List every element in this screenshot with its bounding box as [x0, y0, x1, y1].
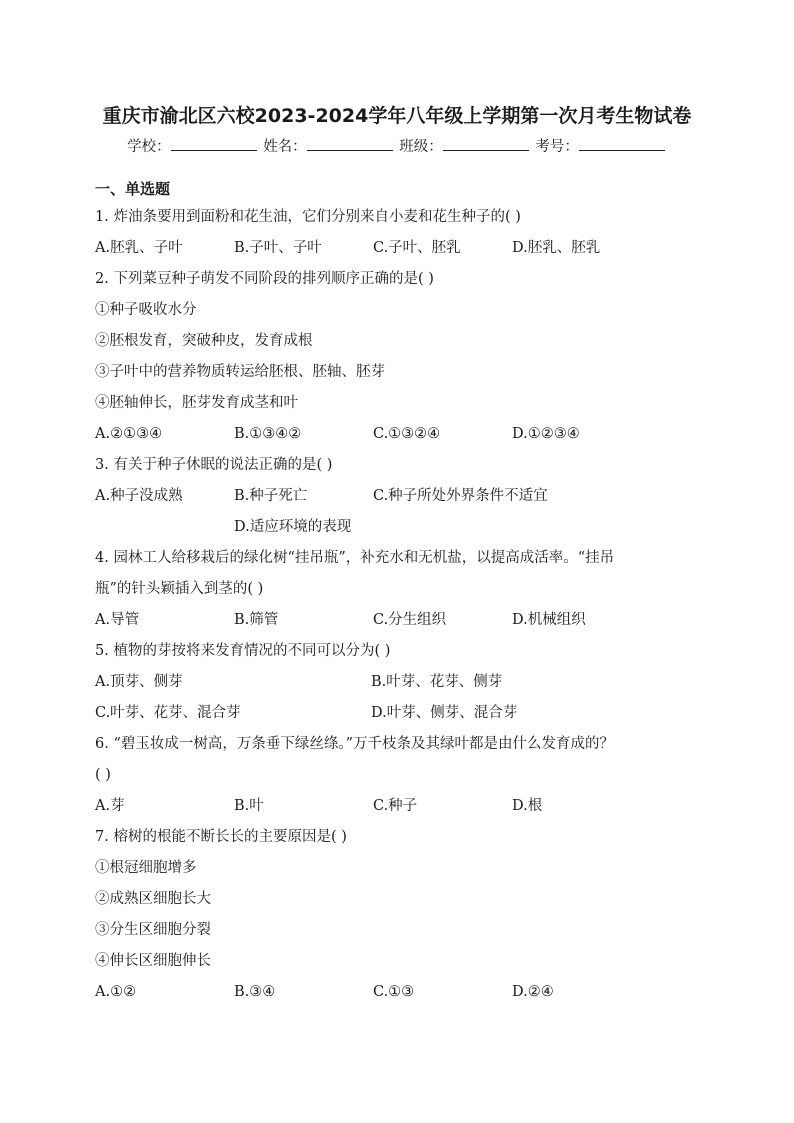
option-d[interactable]: D.②④: [512, 984, 554, 1000]
number-label: 考号：: [535, 139, 579, 155]
question-7-item-1: ①根冠细胞增多: [95, 860, 197, 876]
question-5-options-row-1: [95, 667, 705, 698]
option-d[interactable]: D.胚乳、胚乳: [512, 240, 601, 256]
question-3-options: [95, 481, 705, 512]
question-4-stem-line-1: 4. 园林工人给移栽后的绿化树“挂吊瓶”，补充水和无机盐，以提高成活率。“挂吊: [95, 550, 615, 566]
option-c[interactable]: C.种子所处外界条件不适宜: [373, 488, 548, 504]
question-5-options-row-2: [95, 698, 705, 729]
question-1-stem: 1. 炸油条要用到面粉和花生油，它们分别来自小麦和花生种子的( ): [95, 209, 521, 225]
question-6-stem-line-1: 6. “碧玉妆成一树高，万条垂下绿丝绦。”万千枝条及其绿叶都是由什么发育成的？: [95, 736, 615, 752]
question-7-stem: 7. 榕树的根能不断长长的主要原因是( ): [95, 829, 347, 845]
question-6-stem-line-2: ( ): [95, 767, 111, 783]
option-c[interactable]: C.种子: [373, 798, 418, 814]
question-3-options-row-2: [95, 512, 705, 543]
question-4-options: [95, 605, 705, 636]
option-c[interactable]: C.子叶、胚乳: [373, 240, 461, 256]
option-a[interactable]: A.种子没成熟: [95, 488, 183, 504]
school-label: 学校：: [127, 139, 171, 155]
question-2-step-1: ①种子吸收水分: [95, 302, 197, 318]
question-2-stem: 2. 下列菜豆种子萌发不同阶段的排列顺序正确的是( ): [95, 271, 434, 287]
option-d[interactable]: D.机械组织: [512, 612, 586, 628]
option-b[interactable]: B.筛管: [234, 612, 279, 628]
option-d[interactable]: D.根: [512, 798, 543, 814]
question-1-options: [95, 233, 705, 264]
number-blank[interactable]: [579, 135, 665, 151]
option-b[interactable]: B.种子死亡: [234, 488, 308, 504]
school-blank[interactable]: [171, 135, 257, 151]
name-blank[interactable]: [307, 135, 393, 151]
option-c[interactable]: C.叶芽、花芽、混合芽: [95, 705, 241, 721]
question-2-step-3: ③子叶中的营养物质转运给胚根、胚轴、胚芽: [95, 364, 385, 380]
question-2-options: [95, 419, 705, 450]
question-list: [95, 202, 705, 1008]
section-heading: 一、单选题: [95, 180, 171, 198]
option-d[interactable]: D.适应环境的表现: [234, 519, 352, 535]
option-d[interactable]: D.①②③④: [512, 426, 580, 442]
question-7-item-3: ③分生区细胞分裂: [95, 922, 211, 938]
option-a[interactable]: A.①②: [95, 984, 137, 1000]
name-label: 姓名：: [263, 139, 307, 155]
option-a[interactable]: A.顶芽、侧芽: [95, 674, 183, 690]
option-a[interactable]: A.导管: [95, 612, 140, 628]
option-b[interactable]: B.叶: [234, 798, 264, 814]
question-6-options: [95, 791, 705, 822]
question-3-stem: 3. 有关于种子休眠的说法正确的是( ): [95, 457, 333, 473]
option-b[interactable]: B.子叶、子叶: [234, 240, 322, 256]
page-title: 重庆市渝北区六校2023-2024学年八年级上学期第一次月考生物试卷: [102, 105, 692, 127]
option-b[interactable]: B.③④: [234, 984, 276, 1000]
option-a[interactable]: A.胚乳、子叶: [95, 240, 183, 256]
option-b[interactable]: B.①③④②: [234, 426, 302, 442]
class-label: 班级：: [399, 139, 443, 155]
class-blank[interactable]: [443, 135, 529, 151]
option-a[interactable]: A.芽: [95, 798, 125, 814]
question-7-item-2: ②成熟区细胞长大: [95, 891, 211, 907]
option-b[interactable]: B.叶芽、花芽、侧芽: [371, 674, 503, 690]
question-7-item-4: ④伸长区细胞伸长: [95, 953, 211, 969]
option-c[interactable]: C.分生组织: [373, 612, 447, 628]
question-2-step-4: ④胚轴伸长，胚芽发育成茎和叶: [95, 395, 298, 411]
option-d[interactable]: D.叶芽、侧芽、混合芽: [371, 705, 518, 721]
question-2-step-2: ②胚根发育，突破种皮，发育成根: [95, 333, 313, 349]
option-c[interactable]: C.①③: [373, 984, 415, 1000]
option-c[interactable]: C.①③②④: [373, 426, 441, 442]
question-7-options: [95, 977, 705, 1008]
question-4-stem-line-2: 瓶”的针头颖插入到茎的( ): [95, 581, 264, 597]
student-info-line: [0, 135, 794, 158]
option-a[interactable]: A.②①③④: [95, 426, 163, 442]
question-5-stem: 5. 植物的芽按将来发育情况的不同可以分为( ): [95, 643, 391, 659]
